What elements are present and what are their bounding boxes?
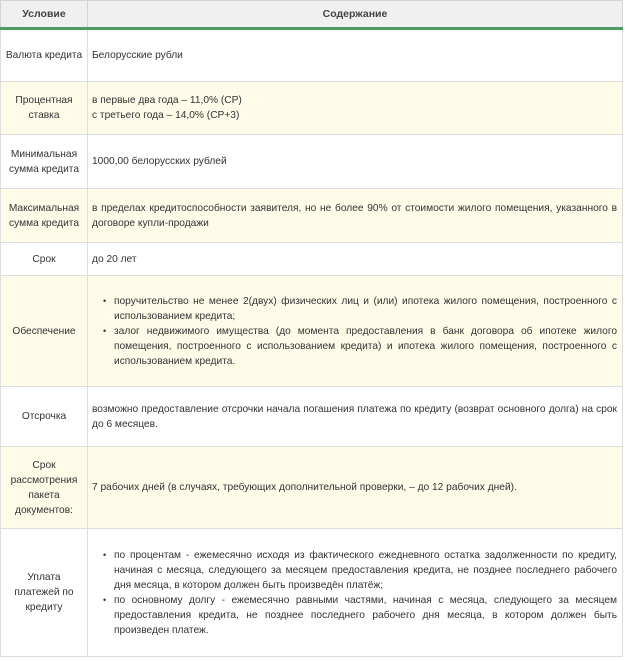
header-condition: Условие [1, 1, 88, 29]
content-cell [88, 82, 623, 135]
content-cell [88, 29, 623, 82]
content-line: Белорусские рубли [92, 50, 183, 61]
row-currency [1, 29, 623, 82]
condition-cell: Максимальная сумма кредита [1, 189, 88, 243]
condition-cell: Минимальная сумма кредита [1, 135, 88, 189]
condition-cell: Обеспечение [1, 276, 88, 387]
content-cell [88, 135, 623, 189]
header-content: Содержание [88, 1, 623, 29]
table-header-row [1, 1, 623, 29]
content-line: до 20 лет [92, 253, 137, 265]
row-review-time [1, 447, 623, 529]
condition-cell: Срок рассмотрения пакета документов: [1, 447, 88, 529]
bullet-list [92, 294, 617, 369]
content-cell: в пределах кредитоспособности заявителя, но не более 90% от стоимости жилого помещения, указанного в договоре купли-продажи [88, 189, 623, 243]
content-cell [88, 447, 623, 529]
content-line: 1000,00 белорусских рублей [92, 156, 227, 167]
content-cell [88, 243, 623, 276]
condition-cell: Валюта кредита [1, 29, 88, 82]
row-deferral [1, 387, 623, 447]
content-line: 7 рабочих дней (в случаях, требующих дополнительной проверки, – до 12 рабочих дней). [92, 482, 517, 493]
content-cell: возможно предоставление отсрочки начала погашения платежа по кредиту (возврат основного долга) на срок до 6 месяцев. [88, 387, 623, 447]
list-item: • поручительство не менее 2(двух) физических лиц и (или) ипотека жилого помещения, построенного с использованием кредита; [105, 294, 617, 324]
condition-cell: Процентная ставка [1, 82, 88, 135]
row-min-amount [1, 135, 623, 189]
content-cell [88, 529, 623, 657]
bullet-list [92, 548, 617, 638]
list-item: • по процентам - ежемесячно исходя из фактического ежедневного остатка задолженности по кредиту, начиная с месяца, следующего за месяцем предоставления кредита, не позднее последнего рабочего дня месяца, в котором должен быть произведён платёж; [105, 548, 617, 593]
row-payments [1, 529, 623, 657]
list-item: • залог недвижимого имущества (до момента предоставления в банк договора об ипотеке жилого помещения, построенного с использованием кредита) и ипотека жилого помещения, построенного с использованием кредита. [105, 324, 617, 369]
content-line: с третьего года – 14,0% (СР+3) [92, 110, 240, 121]
row-term [1, 243, 623, 276]
row-max-amount [1, 189, 623, 243]
row-collateral [1, 276, 623, 387]
condition-cell: Отсрочка [1, 387, 88, 447]
condition-cell: Уплата платежей по кредиту [1, 529, 88, 657]
content-cell [88, 276, 623, 387]
list-item: • по основному долгу - ежемесячно равными частями, начиная с месяца, следующего за месяцем предоставления кредита, не позднее последнего рабочего дня месяца, в котором должен быть произведен платеж. [105, 593, 617, 638]
condition-cell: Срок [1, 243, 88, 276]
content-line: в первые два года – 11,0% (СР) [92, 95, 242, 106]
row-interest-rate [1, 82, 623, 135]
